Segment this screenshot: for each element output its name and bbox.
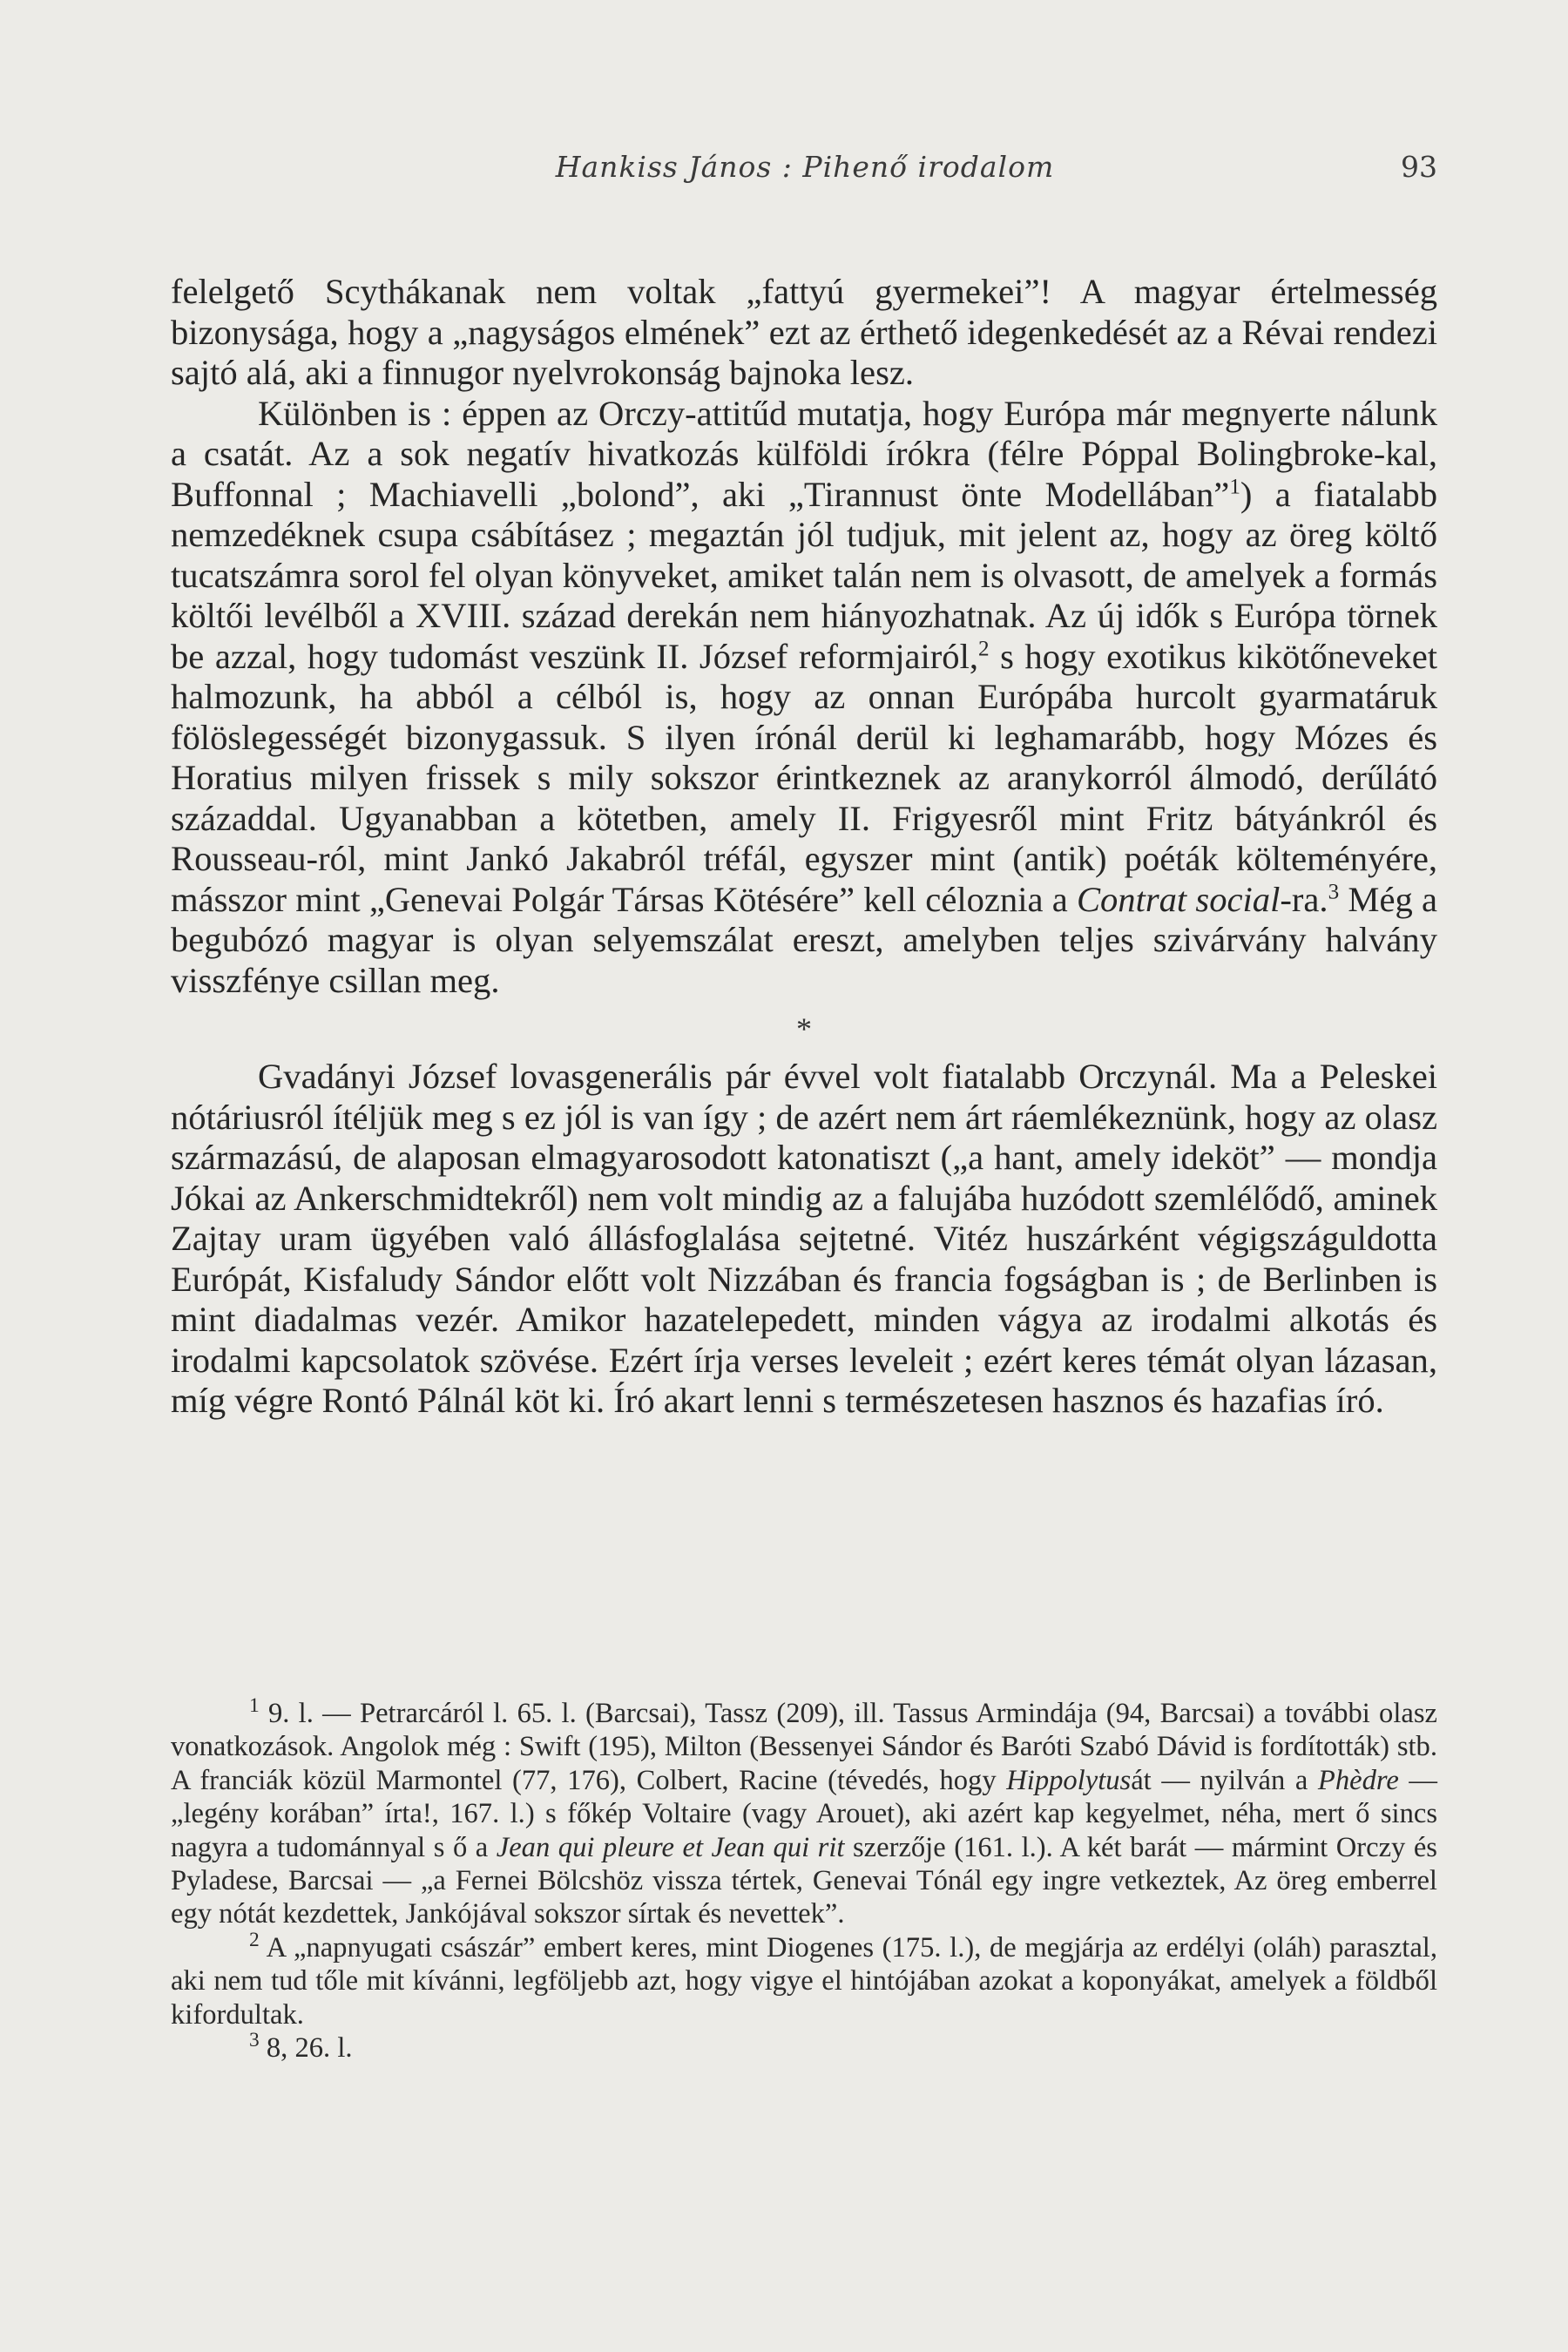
footnote-1-italic-2: Phèdre bbox=[1317, 1764, 1399, 1796]
footnotes bbox=[171, 1694, 1437, 2065]
footnote-1-italic-3: Jean qui pleure et Jean qui rit bbox=[496, 1831, 845, 1863]
paragraph-3 bbox=[171, 1057, 1437, 1422]
footnote-ref-1: 1 bbox=[1229, 474, 1240, 498]
footnote-1-italic-1: Hippolytus bbox=[1006, 1764, 1132, 1796]
paragraph-3-text: Gvadányi József lovasgenerális pár évvel volt fiatalabb Orczynál. Ma a Peleskei nótáriusról ítéljük meg s ez jól is van így ; de azért nem árt ráemlékeznünk, hogy az olasz származású, de alaposan elmagyarosodott katonatiszt („a hant, amely ideköt” — mondja Jókai az Ankerschmidtekről) nem volt mindig az a falujába huzódott szemlélődő, aminek Zajtay uram ügyében való állásfoglalása sejtetné. Vitéz huszárként végigszáguldotta Európát, Kisfaludy Sándor előtt volt Nizzában és francia fogságban is ; de Berlinben is mint diadalmas vezér. Amikor hazatelepedett, minden vágya az irodalmi alkotás és irodalmi kapcsolatok szövése. Ezért írja verses leveleit ; ezért keres témát olyan lázasan, míg végre Rontó Pálnál köt ki. Író akart lenni s természetesen hasznos és hazafias író. bbox=[171, 1057, 1437, 1420]
page-number: 93 bbox=[1401, 150, 1437, 184]
footnote-3-marker: 3 bbox=[249, 2029, 260, 2052]
paragraph-1-text: felelgető Scythákanak nem voltak „fattyú gyermekei”! A magyar értelmesség bizonysága, hogy a „nagyságos elmének” ezt az érthető idegenkedését az a Révai rendezi sajtó alá, aki a finnugor nyelvrokonság bajnoka lesz. bbox=[171, 272, 1437, 392]
footnote-1-marker: 1 bbox=[249, 1694, 260, 1718]
paragraph-2-italic-title: Contrat social bbox=[1076, 879, 1281, 919]
footnote-3-text: 8, 26. l. bbox=[259, 2032, 353, 2065]
paragraph-2-text-a: Különben is : éppen az Orczy-attitűd mutatja, hogy Európa már megnyerte nálunk a csatát. Az a sok negatív hivatkozás külföldi írókra (félre Póppal Bolingbroke-kal, Buffonnal ; Machiavelli „bolond”, aki „Tirannust önte Modellában” bbox=[171, 393, 1437, 514]
paragraph-2-text-d: -ra. bbox=[1280, 879, 1328, 919]
footnote-ref-3: 3 bbox=[1328, 879, 1340, 903]
paragraph-1 bbox=[171, 272, 1437, 394]
footnote-1-text-d: szerzője (161. l.). A két barát — mármint Orczy és Pyladese, Barcsai — „a Fernei Bölcshöz vissza tértek, Genevai Tónál egy ingre vetkeztek, Az öreg emberrel egy nótát kezdettek, Jankójával sokszor sírtak és nevettek”. bbox=[171, 1831, 1437, 1930]
section-separator: * bbox=[796, 1011, 812, 1046]
footnote-1-text-b: át — nyilván a bbox=[1131, 1764, 1318, 1796]
running-title: Hankiss János : Pihenő irodalom bbox=[555, 150, 1055, 184]
main-text bbox=[171, 272, 1437, 1422]
paragraph-2-text-e: Még a begubózó magyar is olyan selyemszálat ereszt, amelyben teljes szivárvány halvány visszfénye csillan meg. bbox=[171, 879, 1437, 1000]
footnote-1-text-a: 9. l. — Petrarcáról l. 65. l. (Barcsai), Tassz (209), ill. Tassus Armindája (94, Barcsai) a további olasz vonatkozások. Angolok még : Swift (195), Milton (Bessenyei Sándor és Baróti Szabó Dávid is fordították) stb. A franciák közül Marmontel (77, 176), Colbert, Racine (tévedés, hogy bbox=[171, 1698, 1437, 1796]
paragraph-2-text-c: s hogy exotikus kikötőneveket halmozunk, ha abból a célból is, hogy az onnan Európába hurcolt gyarmatáruk fölöslegességét bizonygassuk. S ilyen írónál derül ki leghamarább, hogy Mózes és Horatius milyen frissek s mily sokszor érintkeznek az aranykorról álmodó, derűlátó századdal. Ugyanabban a kötetben, amely II. Frigyesről mint Fritz bátyánkról és Rousseau-ról, mint Jankó Jakabról tréfál, egyszer mint (antik) poéták költeményére, másszor mint „Genevai Polgár Társas Kötésére” kell céloznia a bbox=[171, 636, 1437, 919]
footnote-2 bbox=[171, 1928, 1437, 2031]
footnote-2-marker: 2 bbox=[249, 1928, 260, 1951]
footnote-1-text-c: — „legény korában” írta!, 167. l.) s főkép Voltaire (vagy Arouet), aki azért kap kegyelmet, néha, mert ő sincs nagyra a tudománnyal s ő a bbox=[171, 1764, 1437, 1863]
paragraph-2 bbox=[171, 394, 1437, 1002]
page-header bbox=[172, 150, 1437, 193]
footnote-3 bbox=[171, 2031, 1437, 2065]
footnote-ref-2: 2 bbox=[978, 636, 990, 660]
footnote-1 bbox=[171, 1694, 1437, 1931]
footnote-2-text: A „napnyugati császár” embert keres, mint Diogenes (175. l.), de megjárja az erdélyi (oláh) parasztal, aki nem tud tőle mit kívánni, legföljebb azt, hogy vigye el hintójában azokat a koponyákat, amelyek a földből kifordultak. bbox=[171, 1931, 1437, 2031]
paragraph-2-text-b: ) a fiatalabb nemzedéknek csupa csábításez ; megaztán jól tudjuk, mit jelent az, hogy az öreg költő tucatszámra sorol fel olyan könyveket, amiket talán nem is olvasott, de amelyek a formás költői levélből a XVIII. század derekán nem hiányozhatnak. Az új idők s Európa törnek be azzal, hogy tudomást veszünk II. József reformjairól, bbox=[171, 474, 1437, 676]
